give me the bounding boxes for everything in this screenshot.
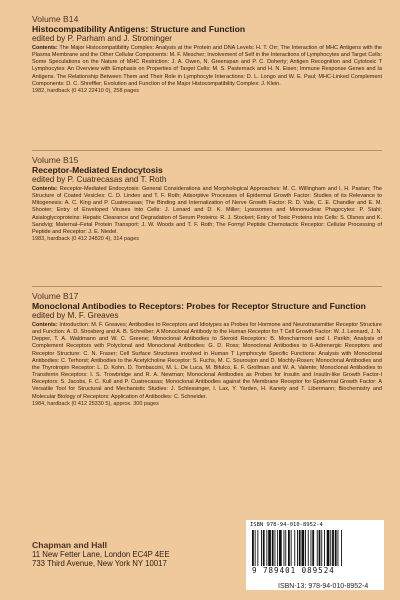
isbn-label-top: ISBN 978-94-010-8952-4: [250, 522, 323, 528]
volume-b17: [32, 291, 382, 408]
publisher-address-london: 11 New Fetter Lane, London EC4P 4EE: [32, 550, 170, 559]
contents-label: Contents:: [32, 45, 58, 51]
contents-text: Receptor-Mediated Endocytosis: General Considerations and Morphological Approaches: M. C. Willingham and I. H. Pastan; The Structure of Coated Vesicles: C. D. Linden and T. F. Roth; Adsorptive Processes of Epidermal Growth Factor: Studies of its Relevance to Mitogenesis: A. C. King and P. Cuatrecasas; The Binding and Internalization of Nerve Growth Factor: R. D. Vale, C. E. Chandler and E. M. Shooter; Entry of Enveloped Viruses into Cells: J. Lenard and D. K. Miller; Lysosomes and Mononuclear Phagocytes: P. Stahl; Asialoglycoproteins: Hepatic Clearance and Degradation of Serum Proteins: R. J. Stockert; Entry of Toxic Proteins into Cells: S. Olsnes and K. Sandvig; Maternal–Fetal Protein Transport: J. W. Woods and T. F. Roth; The Formyl Peptide Chemotactic Receptor: Cellular Processing of Peptide and Receptor: J. E. Niedel.: [32, 186, 382, 235]
volume-contents: [32, 186, 382, 236]
divider: [32, 150, 382, 151]
volume-editor: edited by P. Parham and J. Strominger: [32, 34, 173, 43]
volume-contents: [32, 322, 382, 401]
publisher-address-newyork: 733 Third Avenue, New York NY 10017: [32, 559, 167, 568]
volume-contents: [32, 45, 382, 88]
isbn13-label: ISBN-13: 978-94-010-8952-4: [278, 583, 369, 590]
volume-editor: edited by M. F. Greaves: [32, 311, 119, 320]
contents-text: The Major Histocompatibility Complex: Analysis at the Protein and DNA Levels: H. T. Orr; The Interaction of MHC Antigens with the Plasma Membrane and the Other Cellular Components: M. F. Mescher; Involvement of Self in the Interactions of Lymphocytes and Target Cells: Some Speculations on the Nature of MHC Restriction: J. A. Owen, N. Greenspan and P. C. Doherty; Antigen Recognition and Cytotoxic T Lymphocytes: An Overview with Emphasis on Properties of Target Cells: M. S. Pasternack and H. N. Eisen; Immune Response Genes and Ia Antigens. The Relationship Between Them and Their Role in Lymphocyte Interactions: D. L. Longo and W. E. Paul; MHC-Linked Complement Components: D. C. Shreffler; Evolution and Function of the Major Histocompatibility Complex: J. Klein.: [32, 45, 382, 87]
volume-title: Receptor-Mediated Endocytosis: [32, 165, 163, 175]
barcode-image: [252, 530, 376, 566]
contents-label: Contents:: [32, 322, 58, 328]
barcode-box: [246, 520, 384, 590]
publisher-block: [32, 540, 242, 568]
volume-b14: [32, 14, 382, 95]
volume-meta: 1984, hardback (0 412 25330 5), approx. 300 pages: [32, 400, 159, 407]
volume-b15: [32, 155, 382, 243]
volume-title: Monoclonal Antibodies to Receptors: Probes for Receptor Structure and Function: [32, 301, 366, 311]
volume-number: Volume B14: [32, 14, 79, 24]
volume-meta: 1983, hardback (0 412 24820 4), 314 pages: [32, 236, 140, 243]
volume-number: Volume B15: [32, 155, 79, 165]
publisher-name: Chapman and Hall: [32, 540, 107, 550]
divider: [32, 286, 382, 287]
volume-editor: edited by P. Cuatrecasas and T. Roth: [32, 175, 167, 184]
barcode-digits: 9 789401 089524: [252, 566, 335, 575]
volume-number: Volume B17: [32, 291, 79, 301]
volume-meta: 1982, hardback (0 412 22410 0), 258 pages: [32, 87, 140, 94]
contents-label: Contents:: [32, 186, 58, 192]
volume-title: Histocompatibility Antigens: Structure and Function: [32, 24, 246, 34]
contents-text: Introduction: M. F. Greaves; Antibodies to Receptors and Idiotypes as Probes for Hormone and Neurotransmitter Receptor Structure and Function: A. D. Strosberg and A. B. Schreiber; A Monoclonal Antibody to the Human Receptor for T Cell Growth Factor: W. J. Leonard, J. N. Depper, T. A. Waldmann and W. C. Greene; Monoclonal Antibodies to Steroid Receptors: B. Moncharmont and I. Parikh; Analysis of Complement Receptors with Polyclonal and Monoclonal Antibodies: G. D. Ross; Monoclonal Antibodies to ß-Adrenergic Receptors and Receptor Structure: C. N. Fraser; Cell Surface Structures involved in Human T Lymphocyte Specific Functions: Analysis with Monoclonal Antibodies: C. Terhorst; Antibodies to the Acetylcholine Receptor: S. Fuchs, M. C. Souroujon and D. Mochly-Rosen; Monoclonal Antibodies and the Thyrotropin Receptor: L. D. Kohn, D. Tombaccini, M. L. De Luca, M. Bifulco, E. F. Grollman and W. A. Valente; Monoclonal Antibodies to Transferrin Receptors: I. S. Trowbridge and R. A. Newman; Monoclonal Antibodies as Probes for Insulin and Insulin-like Growth Factor-I Receptors: S. Jacobs, F. C. Kull and P. Cuatrecasas; Monoclonal Antibodies against the Membrane Receptor for Epidermal Growth Factor: A Versatile Tool for Structural and Mechanistic Studies: J. Schlessinger, I. Lax, Y. Yarden, H. Kanety and T. Libermann; Biochemistry and Molecular Biology of Receptors: Application of Antibodies: C. Schneider.: [32, 322, 382, 400]
